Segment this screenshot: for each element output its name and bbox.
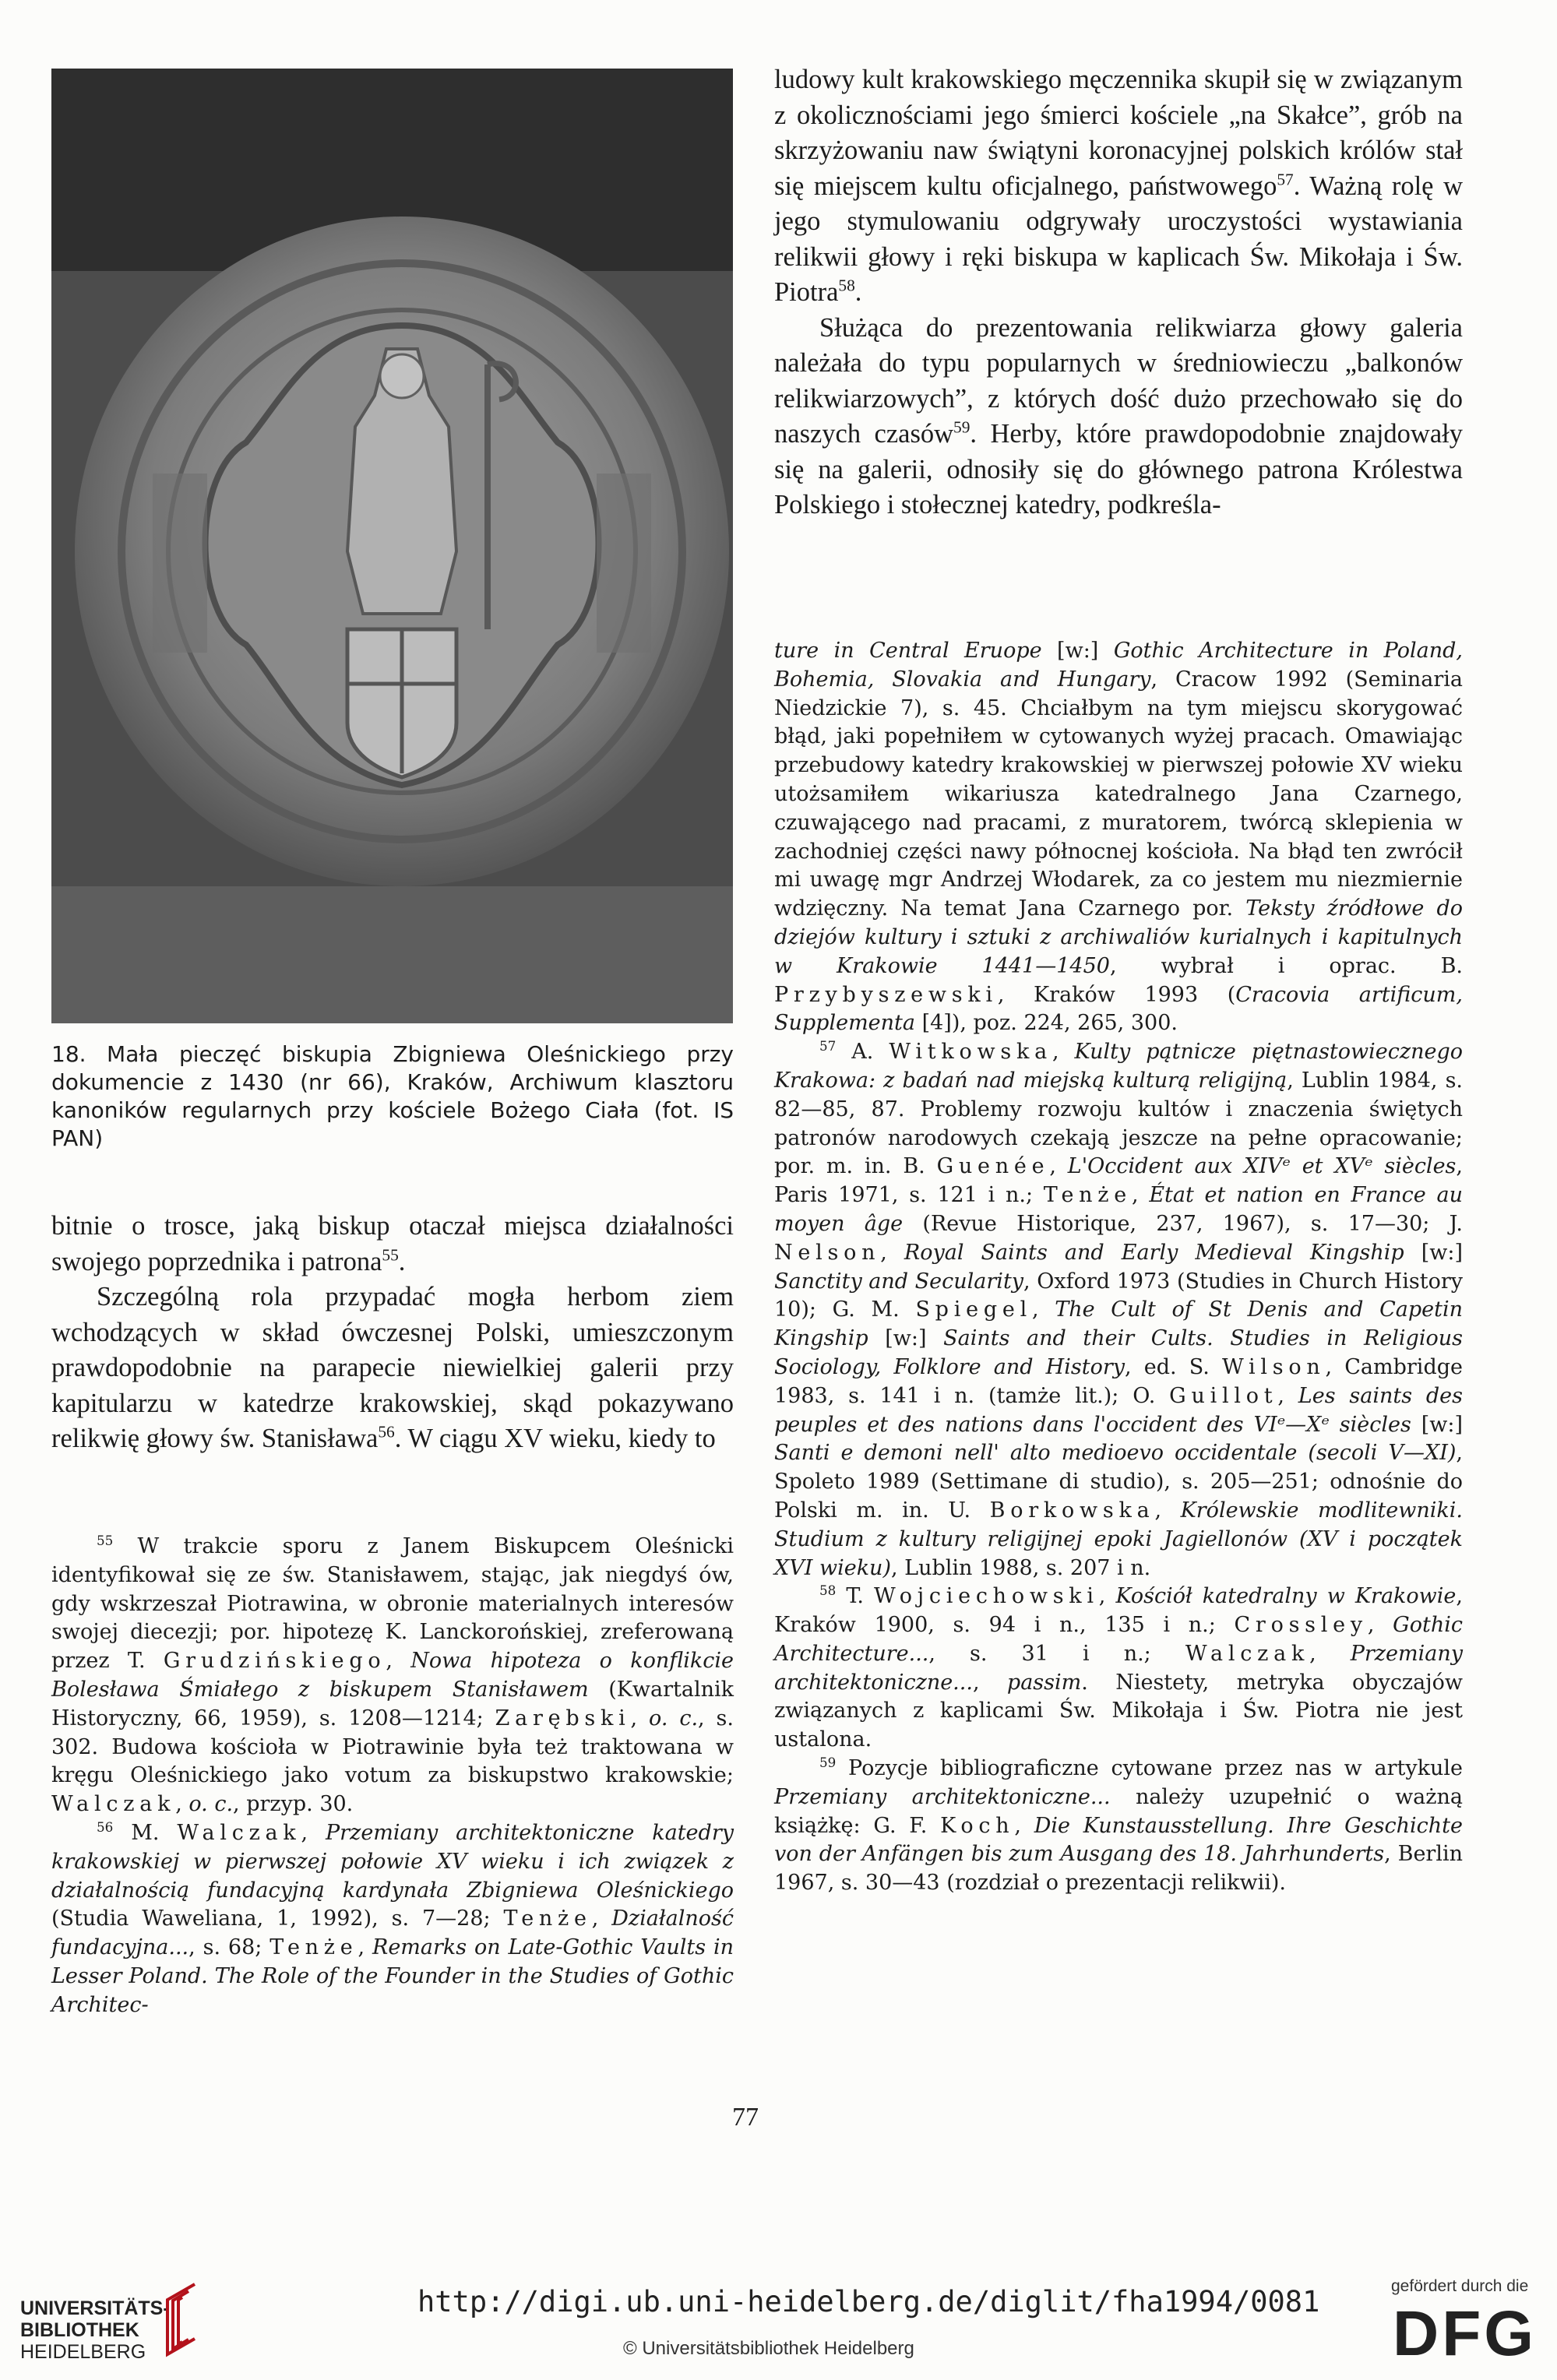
footnote-56: $^{56}$ M. Walczak, Przemiany architektoniczne katedry krakowskiej w pierwszej połowie XV wieku i ich związek z działalnością fundacyjną kardynała Zbigniewa Oleśnickiego (Studia Waweliana, 1, 1992), s. 7—28; Tenże, Działalność fundacyjna..., s. 68; Tenże, Remarks on Late-Gothic Vaults in Lesser Poland. The Role of the Founder in the Studies of Gothic Architec- <box>51 1818 734 2017</box>
paragraph: bitnie o trosce, jaką biskup otaczał miejsca działalności swojego poprzednika i patrona$^{55}$. <box>51 1211 734 1276</box>
footnote-59: $^{59}$ Pozycje bibliograficzne cytowane przez nas w artykule Przemiany architektoniczne... należy uzupełnić o ważną książkę: G. F. Koch, Die Kunstausstellung. Ihre Geschichte von der Anfängen bis zum Ausgang des 18. Jahrhunderts, Berlin 1967, s. 30—43 (rozdział o prezentacji relikwii). <box>774 1755 1463 1896</box>
funding-label: gefördert durch die <box>1391 2277 1529 2295</box>
library-name-line1: UNIVERSITÄTS- <box>20 2297 170 2319</box>
seal-photograph <box>51 69 733 1023</box>
library-name-line2: BIBLIOTHEK <box>20 2319 139 2341</box>
right-body-text <box>774 62 1463 523</box>
footnotes-left <box>51 1533 734 2020</box>
library-mark-icon <box>148 2280 203 2366</box>
footnote-ref: 56 <box>378 1422 395 1442</box>
copyright-notice: © Universitätsbibliothek Heidelberg <box>623 2338 914 2359</box>
seal-image <box>51 69 733 1023</box>
footnote-56-continued: ture in Central Eruope [w:] Gothic Architecture in Poland, Bohemia, Slovakia and Hungary, Cracow 1992 (Seminaria Niedzickie 7), s. 45. Chciałbym na tym miejscu skorygować błąd, jaki popełniłem w cytowanych wyżej pracach. Omawiając przebudowy katedry krakowskiej w pierwszej połowie XV wieku utożsamiłem wikariusza katedralnego Jana Czarnego, czuwającego nad pracami, z muratorem, twórcą sklepienia w zachodniej części nawy północnej kościoła. Na błąd ten zwrócił mi uwagę mgr Andrzej Włodarek, za co jestem mu niezmiernie wdzięczny. Na temat Jana Czarnego por. Teksty źródłowe do dziejów kultury i sztuki z archiwaliów kurialnych i kapitulnych w Krakowie 1441—1450, wybrał i oprac. B. Przybyszewski, Kraków 1993 (Cracovia artificum, Supplementa [4]), poz. 224, 265, 300. <box>774 639 1463 1036</box>
page-number: 77 <box>732 2103 759 2132</box>
paragraph: Szczególną rola przypadać mogła herbom ziem wchodzących w skład ówczesnej Polski, umieszczonym prawdopodobnie na parapecie niewielkiej galerii przy kapitularzu w katedrze krakowskiej, skąd pokazywano relikwię głowy św. Stanisława$^{56}$. W ciągu XV wieku, kiedy to <box>51 1282 734 1453</box>
dfg-logo: DFG <box>1393 2298 1538 2369</box>
library-logo <box>20 2297 170 2363</box>
footnote-ref: 58 <box>838 276 855 295</box>
paragraph: ludowy kult krakowskiego męczennika skupił się w związanym z okolicznościami jego śmierci kościele „na Skałce”, grób na skrzyżowaniu naw świątyni koronacyjnej polskich królów stał się miejscem kultu oficjalnego, państwowego$^{57}$. Ważną rolę w jego stymulowaniu odgrywały uroczystości wystawiania relikwii głowy i ręki biskupa w kaplicach Św. Mikołaja i Św. Piotra$^{58}$. <box>774 65 1463 307</box>
footnote-ref: 57 <box>1277 170 1294 188</box>
figure-caption: 18. Mała pieczęć biskupia Zbigniewa Oleśnickiego przy dokumencie z 1430 (nr 66), Kraków, Archiwum klasztoru kanoników regularnych przy kościele Bożego Ciała (fot. IS PAN) <box>51 1041 734 1151</box>
footnotes-right <box>774 637 1463 1898</box>
footnote-55: $^{55}$ W trakcie sporu z Janem Biskupcem Oleśnicki identyfikował się ze św. Stanisławem, stając, jak niegdyś ów, gdy wskrzeszał Piotrawina, w obronie materialnych interesów swojej diecezji; por. hipotezę K. Lanckorońskiej, zreferowaną przez T. Grudzińskiego, Nowa hipoteza o konflikcie Bolesława Śmiałego z biskupem Stanisławem (Kwartalnik Historyczny, 66, 1959), s. 1208—1214; Zarębski, o. c., s. 302. Budowa kościoła w Piotrawinie była też traktowana w kręgu Oleśnickiego jako votum za biskupstwo krakowskie; Walczak, o. c., przyp. 30. <box>51 1533 734 1817</box>
footnote-58: $^{58}$ T. Wojciechowski, Kościół katedralny w Krakowie, Kraków 1900, s. 94 i n., 135 i n.; Crossley, Gothic Architecture..., s. 31 i n.; Walczak, Przemiany architektoniczne..., passim. Niestety, metryka obyczajów związanych z kaplicami Św. Mikołaja i Św. Piotra nie jest ustalona. <box>774 1583 1463 1752</box>
footnote-ref: 55 <box>382 1245 399 1264</box>
footnote-ref: 59 <box>953 417 970 437</box>
footnote-57: $^{57}$ A. Witkowska, Kulty pątnicze piętnastowiecznego Krakowa: z badań nad miejską kulturą religijną, Lublin 1984, s. 82—85, 87. Problemy rozwoju kultów i znaczenia świętych patronów narodowych czekają jeszcze na pełne opracowanie; por. m. in. B. Guenée, L'Occident aux XIVᵉ et XVᵉ siècles, Paris 1971, s. 121 i n.; Tenże, État et nation en France au moyen âge (Revue Historique, 237, 1967), s. 17—30; J. Nelson, Royal Saints and Early Medieval Kingship [w:] Sanctity and Secularity, Oxford 1973 (Studies in Church History 10); G. M. Spiegel, The Cult of St Denis and Capetin Kingship [w:] Saints and their Cults. Studies in Religious Sociology, Folklore and History, ed. S. Wilson, Cambridge 1983, s. 141 i n. (tamże lit.); O. Guillot, Les saints des peuples et des nations dans l'occident des VIᵉ—Xᵉ siècles [w:] Santi e demoni nell' alto medioevo occidentale (secoli V—XI), Spoleto 1989 (Settimane di studio), s. 205—251; odnośnie do Polski m. in. U. Borkowska, Królewskie modlitewniki. Studium z kultury religijnej epoki Jagiellonów (XV i początek XVI wieku), Lublin 1988, s. 207 i n. <box>774 1038 1464 1580</box>
paragraph: Służąca do prezentowania relikwiarza głowy galeria należała do typu popularnych w średniowieczu „balkonów relikwiarzowych”, z których dość dużo przechowało się do naszych czasów$^{59}$. Herby, które prawdopodobnie znajdowały się na galerii, odnosiły się do głównego patrona Królestwa Polskiego i stołecznej katedry, podkreśla- <box>774 312 1463 519</box>
digitization-footer <box>0 2268 1557 2380</box>
source-url-link[interactable]: http://digi.ub.uni-heidelberg.de/diglit/fha1994/0081 <box>417 2285 1320 2318</box>
library-name-line3: HEIDELBERG <box>20 2341 146 2363</box>
left-body-text <box>51 1209 734 1457</box>
